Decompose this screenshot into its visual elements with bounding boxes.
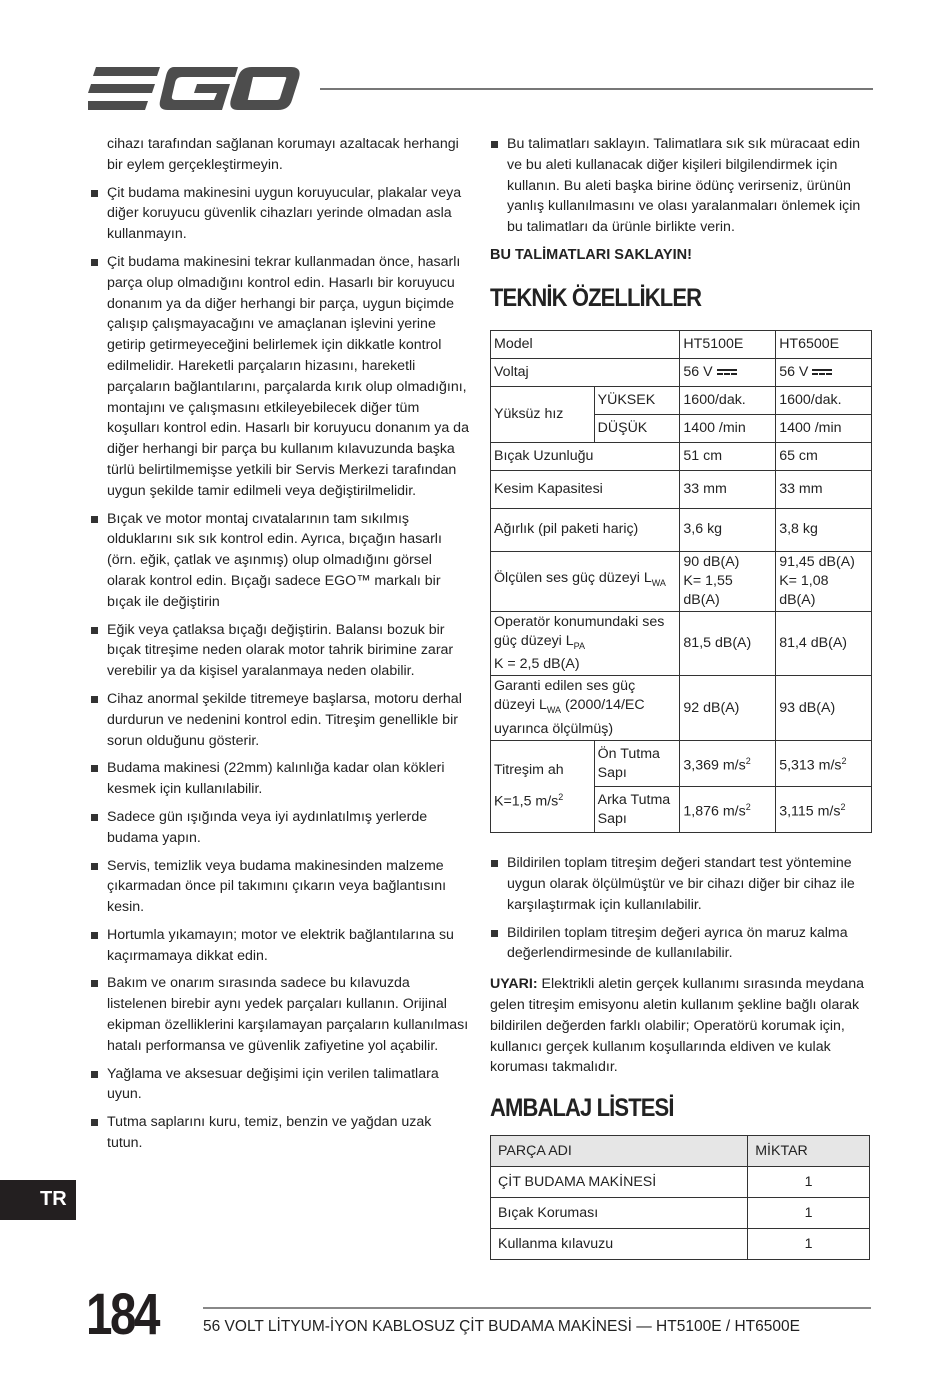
list-item: Sadece gün ışığında veya iyi aydınlatılmış yerlerde budama yapın. bbox=[90, 807, 470, 849]
list-item: Cihaz anormal şekilde titremeye başlarsa, motoru derhal durdurun ve nedenini kontrol edin. Titreşim genellikle bir sorun olduğunu gösterir. bbox=[90, 689, 470, 751]
language-tab: TR bbox=[0, 1180, 76, 1220]
tech-specs-heading: TEKNİK ÖZELLİKLER bbox=[490, 283, 702, 312]
header-rule bbox=[320, 88, 873, 90]
list-item: Çit budama makinesini tekrar kullanmadan önce, hasarlı parça olup olmadığını kontrol edin. Hasarlı bir koruyucu donanım ya da diğer herhangi bir parça, uygun biçimde çalışıp çalışmayacağını ve amaçlanan işlevini yerine getirip getirmeyeceğini belirlemek için dikkatle kontrol edilmelidir. Hareketli parçaların hizasını, hareketli parçaların bağlantılarını, parçalarda kırık olup olmadığını, montajını ve çalışmasını etkileyebilecek diğer tüm koşulları kontrol edin. Hasarlı bir koruyucu donanım ya da diğer herhangi bir parça bu kullanım kılavuzunda başka türlü belirtilmemişse yetkili bir Servis Merkezi tarafından uygun şekilde tamir edilmeli veya değiştirilmelidir. bbox=[90, 252, 470, 502]
list-item: Yağlama ve aksesuar değişimi için verilen talimatlara uyun. bbox=[90, 1064, 470, 1106]
right-column bbox=[490, 134, 875, 1260]
list-item: Bildirilen toplam titreşim değeri ayrıca ön maruz kalma değerlendirmesinde de kullanılabilir. bbox=[490, 923, 875, 965]
table-row: DÜŞÜK 1400 /min 1400 /min bbox=[491, 414, 872, 442]
vibration-notes bbox=[490, 853, 875, 964]
table-row: Kullanma kılavuzu 1 bbox=[491, 1229, 870, 1260]
list-item: Bakım ve onarım sırasında sadece bu kılavuzda listelenen birebir aynı yedek parçaları kullanın. Orijinal ekipman özelliklerini karşılamayan parçaların kullanılması hatalı performansa ve güvenlik zafiyetine yol açabilir. bbox=[90, 973, 470, 1056]
table-row: Titreşim ah K=1,5 $m/s^2$ Ön Tutma Sapı 3,369 $m/s^2$ 5,313 $m/s^2$ bbox=[491, 741, 872, 787]
table-row: Bıçak Koruması 1 bbox=[491, 1198, 870, 1229]
packing-list-heading: AMBALAJ LİSTESİ bbox=[490, 1094, 674, 1123]
table-row: Voltaj 56 V 56 V bbox=[491, 358, 872, 386]
table-row: Model HT5100E HT6500E bbox=[491, 330, 872, 358]
table-row: Bıçak Uzunluğu 51 cm 65 cm bbox=[491, 442, 872, 470]
footer-rule bbox=[203, 1307, 871, 1309]
left-column bbox=[90, 134, 470, 1161]
dc-current-icon bbox=[812, 368, 832, 376]
page-number: 184 bbox=[86, 1282, 158, 1347]
packing-table bbox=[490, 1135, 870, 1260]
warning-label: UYARI: bbox=[490, 976, 538, 993]
table-row: ÇİT BUDAMA MAKİNESİ 1 bbox=[491, 1167, 870, 1198]
dc-current-icon bbox=[717, 368, 737, 376]
table-row: Ölçülen ses güç düzeyi $L_{WA}$ 90 dB(A) K= 1,55 dB(A) 91,45 dB(A) K= 1,08 dB(A) bbox=[491, 551, 872, 611]
spec-table bbox=[490, 330, 872, 834]
warning-paragraph: UYARI: Elektrikli aletin gerçek kullanımı sırasında meydana gelen titreşim emisyonu aletin kullanım şekline bağlı olarak bildirilen değerden farklı olabilir; Operatörü korumak için, kullanıcı gerçek kullanım koşullarında eldiven ve kulak koruması takmalıdır. bbox=[490, 976, 865, 1076]
list-item: Bu talimatları saklayın. Talimatlara sık sık müracaat edin ve bu aleti kullanacak diğer kişileri bilgilendirmek için kullanın. Bu aleti başka birine ödünç verirseniz, ürünün yanlış kullanılmasını ve olası yaralanmaları önlemek için bu talimatları da ürünle birlikte verin. bbox=[490, 134, 875, 238]
table-row: Kesim Kapasitesi 33 mm 33 mm bbox=[491, 470, 872, 508]
list-item: Bıçak ve motor montaj cıvatalarının tam sıkılmış olduklarını sık sık kontrol edin. Ayrıca, bıçağın hasarlı (örn. eğik, çatlak ve aşınmış) olup olmadığını görsel olarak kontrol edin. Bıçağı sadece EGO™ markalı bir bıçak ile değiştirin bbox=[90, 509, 470, 613]
list-item: Çit budama makinesini uygun koruyucular, plakalar veya diğer koruyucu güvenlik cihazları yerinde olmadan asla kullanmayın. bbox=[90, 183, 470, 245]
footer-title: 56 VOLT LİTYUM-İYON KABLOSUZ ÇİT BUDAMA MAKİNESİ — HT5100E / HT6500E bbox=[203, 1318, 800, 1335]
table-header-row: PARÇA ADI MİKTAR bbox=[491, 1136, 870, 1167]
list-item: Eğik veya çatlaksa bıçağı değiştirin. Balansı bozuk bir bıçak titreşime neden olarak motor tahrik birimine zarar verebilir ya da kişisel yaralanmaya neden olabilir. bbox=[90, 620, 470, 682]
continuation-text: cihazı tarafından sağlanan korumayı azaltacak herhangi bir eylem gerçekleştirmeyin. bbox=[107, 136, 459, 173]
list-item: Tutma saplarını kuru, temiz, benzin ve yağdan uzak tutun. bbox=[90, 1112, 470, 1154]
table-row: Garanti edilen ses güç düzeyi $L_{WA}$ (2000/14/EC uyarınca ölçülmüş) 92 dB(A) 93 dB(A) bbox=[491, 676, 872, 741]
list-item: Bildirilen toplam titreşim değeri standart test yöntemine uygun olarak ölçülmüştür ve bir cihazı diğer bir cihaz ile karşılaştırmak için kullanılabilir. bbox=[490, 853, 875, 915]
save-list bbox=[490, 134, 875, 238]
table-row: Arka Tutma Sapı 1,876 $m/s^2$ 3,115 $m/s^2$ bbox=[491, 787, 872, 833]
list-item: Hortumla yıkamayın; motor ve elektrik bağlantılarına su kaçırmamaya dikkat edin. bbox=[90, 925, 470, 967]
table-row: Operatör konumundaki ses güç düzeyi $L_{PA}$ K = 2,5 dB(A) 81,5 dB(A) 81,4 dB(A) bbox=[491, 611, 872, 676]
list-item: Budama makinesi (22mm) kalınlığa kadar olan kökleri kesmek için kullanılabilir. bbox=[90, 758, 470, 800]
ego-logo bbox=[88, 66, 300, 112]
table-row: Ağırlık (pil paketi hariç) 3,6 kg 3,8 kg bbox=[491, 508, 872, 551]
table-row: Yüksüz hız YÜKSEK 1600/dak. 1600/dak. bbox=[491, 386, 872, 414]
list-item: Servis, temizlik veya budama makinesinden malzeme çıkarmadan önce pil takımını çıkarın veya bağlantısını kesin. bbox=[90, 856, 470, 918]
save-heading: BU TALİMATLARI SAKLAYIN! bbox=[490, 246, 692, 263]
safety-list bbox=[90, 183, 470, 1154]
